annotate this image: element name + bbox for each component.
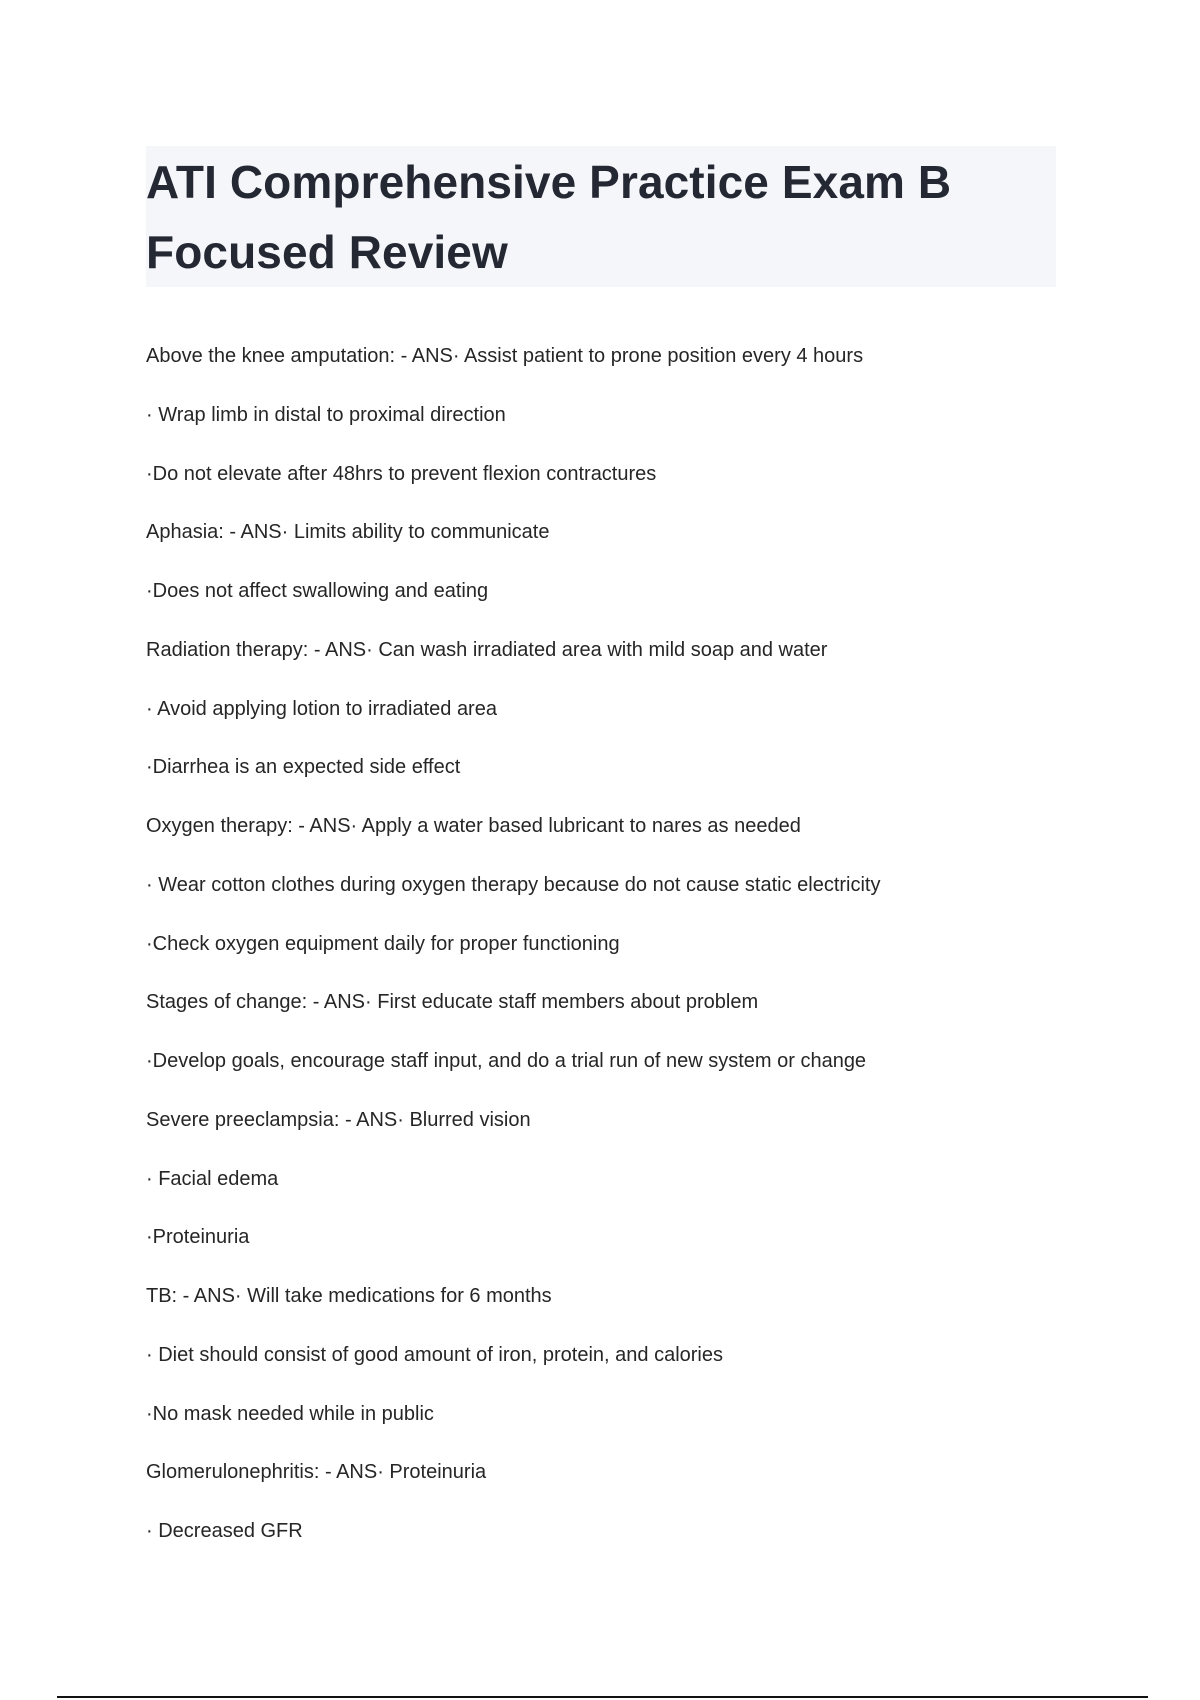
text-line: ·Does not affect swallowing and eating	[146, 580, 489, 602]
text-line: · Facial edema	[146, 1167, 279, 1190]
text-line: · Wear cotton clothes during oxygen therapy because do not cause static electricity	[146, 873, 881, 896]
text-line: TB: - ANS· Will take medications for 6 months	[146, 1285, 552, 1307]
title-line-2: Focused Review	[146, 226, 508, 278]
text-line: Glomerulonephritis: - ANS· Proteinuria	[146, 1461, 487, 1484]
text-line: · Diet should consist of good amount of iron, protein, and calories	[146, 1343, 723, 1366]
text-line: Oxygen therapy: - ANS· Apply a water based lubricant to nares as needed	[146, 815, 801, 837]
footer-divider	[57, 1696, 1148, 1698]
text-line: · Decreased GFR	[146, 1520, 303, 1542]
text-line: ·No mask needed while in public	[146, 1402, 434, 1425]
text-line: Aphasia: - ANS· Limits ability to communicate	[146, 521, 550, 544]
text-line: ·Develop goals, encourage staff input, and do a trial run of new system or change	[146, 1050, 867, 1072]
text-line: Severe preeclampsia: - ANS· Blurred vision	[146, 1108, 531, 1131]
text-line: · Avoid applying lotion to irradiated area	[146, 697, 497, 720]
text-line: ·Check oxygen equipment daily for proper functioning	[146, 932, 620, 955]
title-box	[146, 146, 1056, 287]
document-body	[146, 344, 1096, 1578]
page-title	[146, 147, 951, 287]
title-line-1: ATI Comprehensive Practice Exam B	[146, 156, 952, 208]
text-line: ·Do not elevate after 48hrs to prevent flexion contractures	[146, 462, 657, 485]
text-line: Radiation therapy: - ANS· Can wash irradiated area with mild soap and water	[146, 638, 828, 661]
text-line: ·Diarrhea is an expected side effect	[146, 756, 461, 779]
text-line: Stages of change: - ANS· First educate staff members about problem	[146, 991, 759, 1014]
text-line: Above the knee amputation: - ANS· Assist patient to prone position every 4 hours	[146, 345, 864, 367]
text-line: ·Proteinuria	[146, 1226, 250, 1249]
text-line: · Wrap limb in distal to proximal direction	[146, 403, 506, 426]
